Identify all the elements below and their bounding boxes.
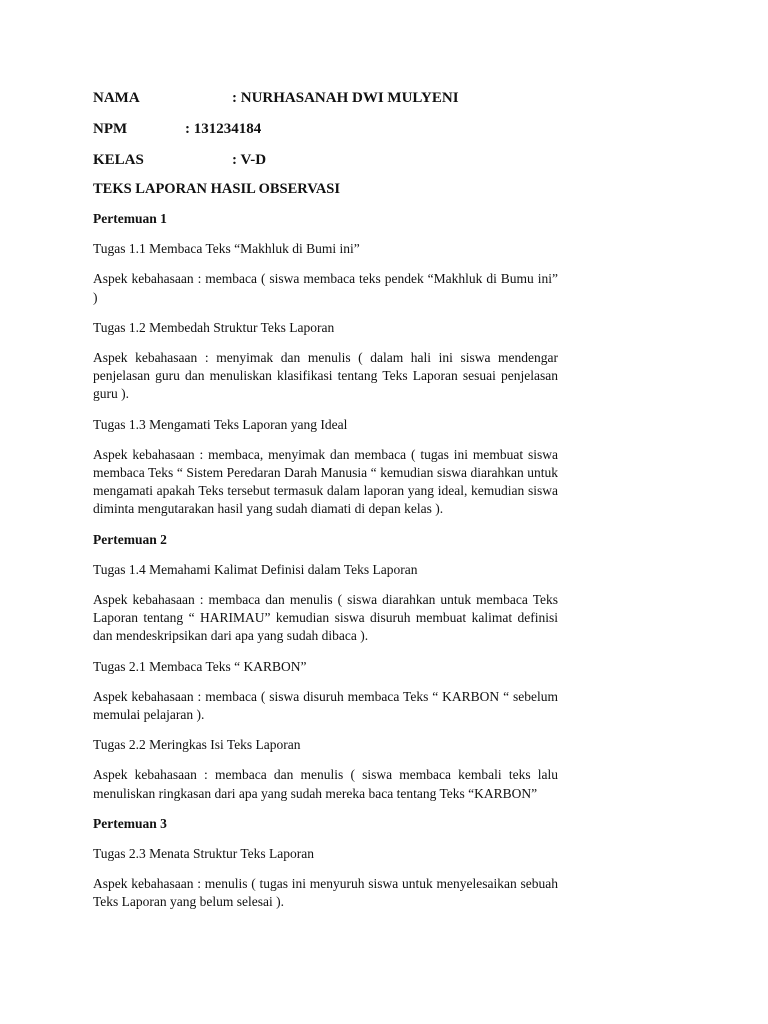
nama-label: NAMA <box>93 90 140 106</box>
task-title: Tugas 1.4 Memahami Kalimat Definisi dalam Teks Laporan <box>93 561 418 577</box>
document-title: TEKS LAPORAN HASIL OBSERVASI <box>93 181 341 197</box>
meeting-heading: Pertemuan 3 <box>93 815 167 831</box>
task-title: Tugas 2.1 Membaca Teks “ KARBON” <box>93 658 307 674</box>
task-title: Tugas 1.3 Mengamati Teks Laporan yang Ideal <box>93 416 348 432</box>
task-aspect: Aspek kebahasaan : menyimak dan menulis ( dalam hali ini siswa mendengar penjelasan guru dan menuliskan klasifikasi tentang Teks Laporan sesuai penjelasan guru ). <box>93 350 558 402</box>
task-aspect: Aspek kebahasaan : membaca, menyimak dan membaca ( tugas ini membuat siswa membaca Teks “ Sistem Peredaran Darah Manusia “ kemudian siswa diarahkan untuk mengamati apakah Teks tersebut termasuk dalam laporan yang ideal, kemudian siswa diminta mengutarakan hasil yang sudah diamati di depan kelas ). <box>93 446 558 517</box>
task-title: Tugas 1.1 Membaca Teks “Makhluk di Bumi ini” <box>93 241 360 257</box>
task-aspect: Aspek kebahasaan : membaca dan menulis ( siswa diarahkan untuk membaca Teks Laporan tentang “ HARIMAU” kemudian siswa disuruh membuat kalimat definisi dan mendeskripsikan dari apa yang sudah dibaca ). <box>93 592 558 644</box>
task-aspect: Aspek kebahasaan : menulis ( tugas ini menyuruh siswa untuk menyelesaikan sebuah Teks Laporan yang belum selesai ). <box>93 876 558 910</box>
meeting-heading: Pertemuan 2 <box>93 531 167 547</box>
kelas-label: KELAS <box>93 152 144 168</box>
task-aspect: Aspek kebahasaan : membaca dan menulis ( siswa membaca kembali teks lalu menuliskan ringkasan dari apa yang sudah mereka baca tentang Teks “KARBON” <box>93 767 558 801</box>
meeting-heading: Pertemuan 1 <box>93 211 167 226</box>
nama-value: : NURHASANAH DWI MULYENI <box>232 90 459 106</box>
task-title: Tugas 2.3 Menata Struktur Teks Laporan <box>93 846 315 862</box>
task-title: Tugas 2.2 Meringkas Isi Teks Laporan <box>93 737 301 753</box>
document-body <box>93 210 558 924</box>
npm-label: NPM <box>93 121 128 137</box>
task-title: Tugas 1.2 Membedah Struktur Teks Laporan <box>93 319 335 335</box>
npm-value: : 131234184 <box>185 121 262 137</box>
task-aspect: Aspek kebahasaan : membaca ( siswa disuruh membaca Teks “ KARBON “ sebelum memulai pelajaran ). <box>93 688 558 723</box>
task-aspect: Aspek kebahasaan : membaca ( siswa membaca teks pendek “Makhluk di Bumu ini” ) <box>93 271 558 305</box>
kelas-value: : V-D <box>232 152 267 168</box>
